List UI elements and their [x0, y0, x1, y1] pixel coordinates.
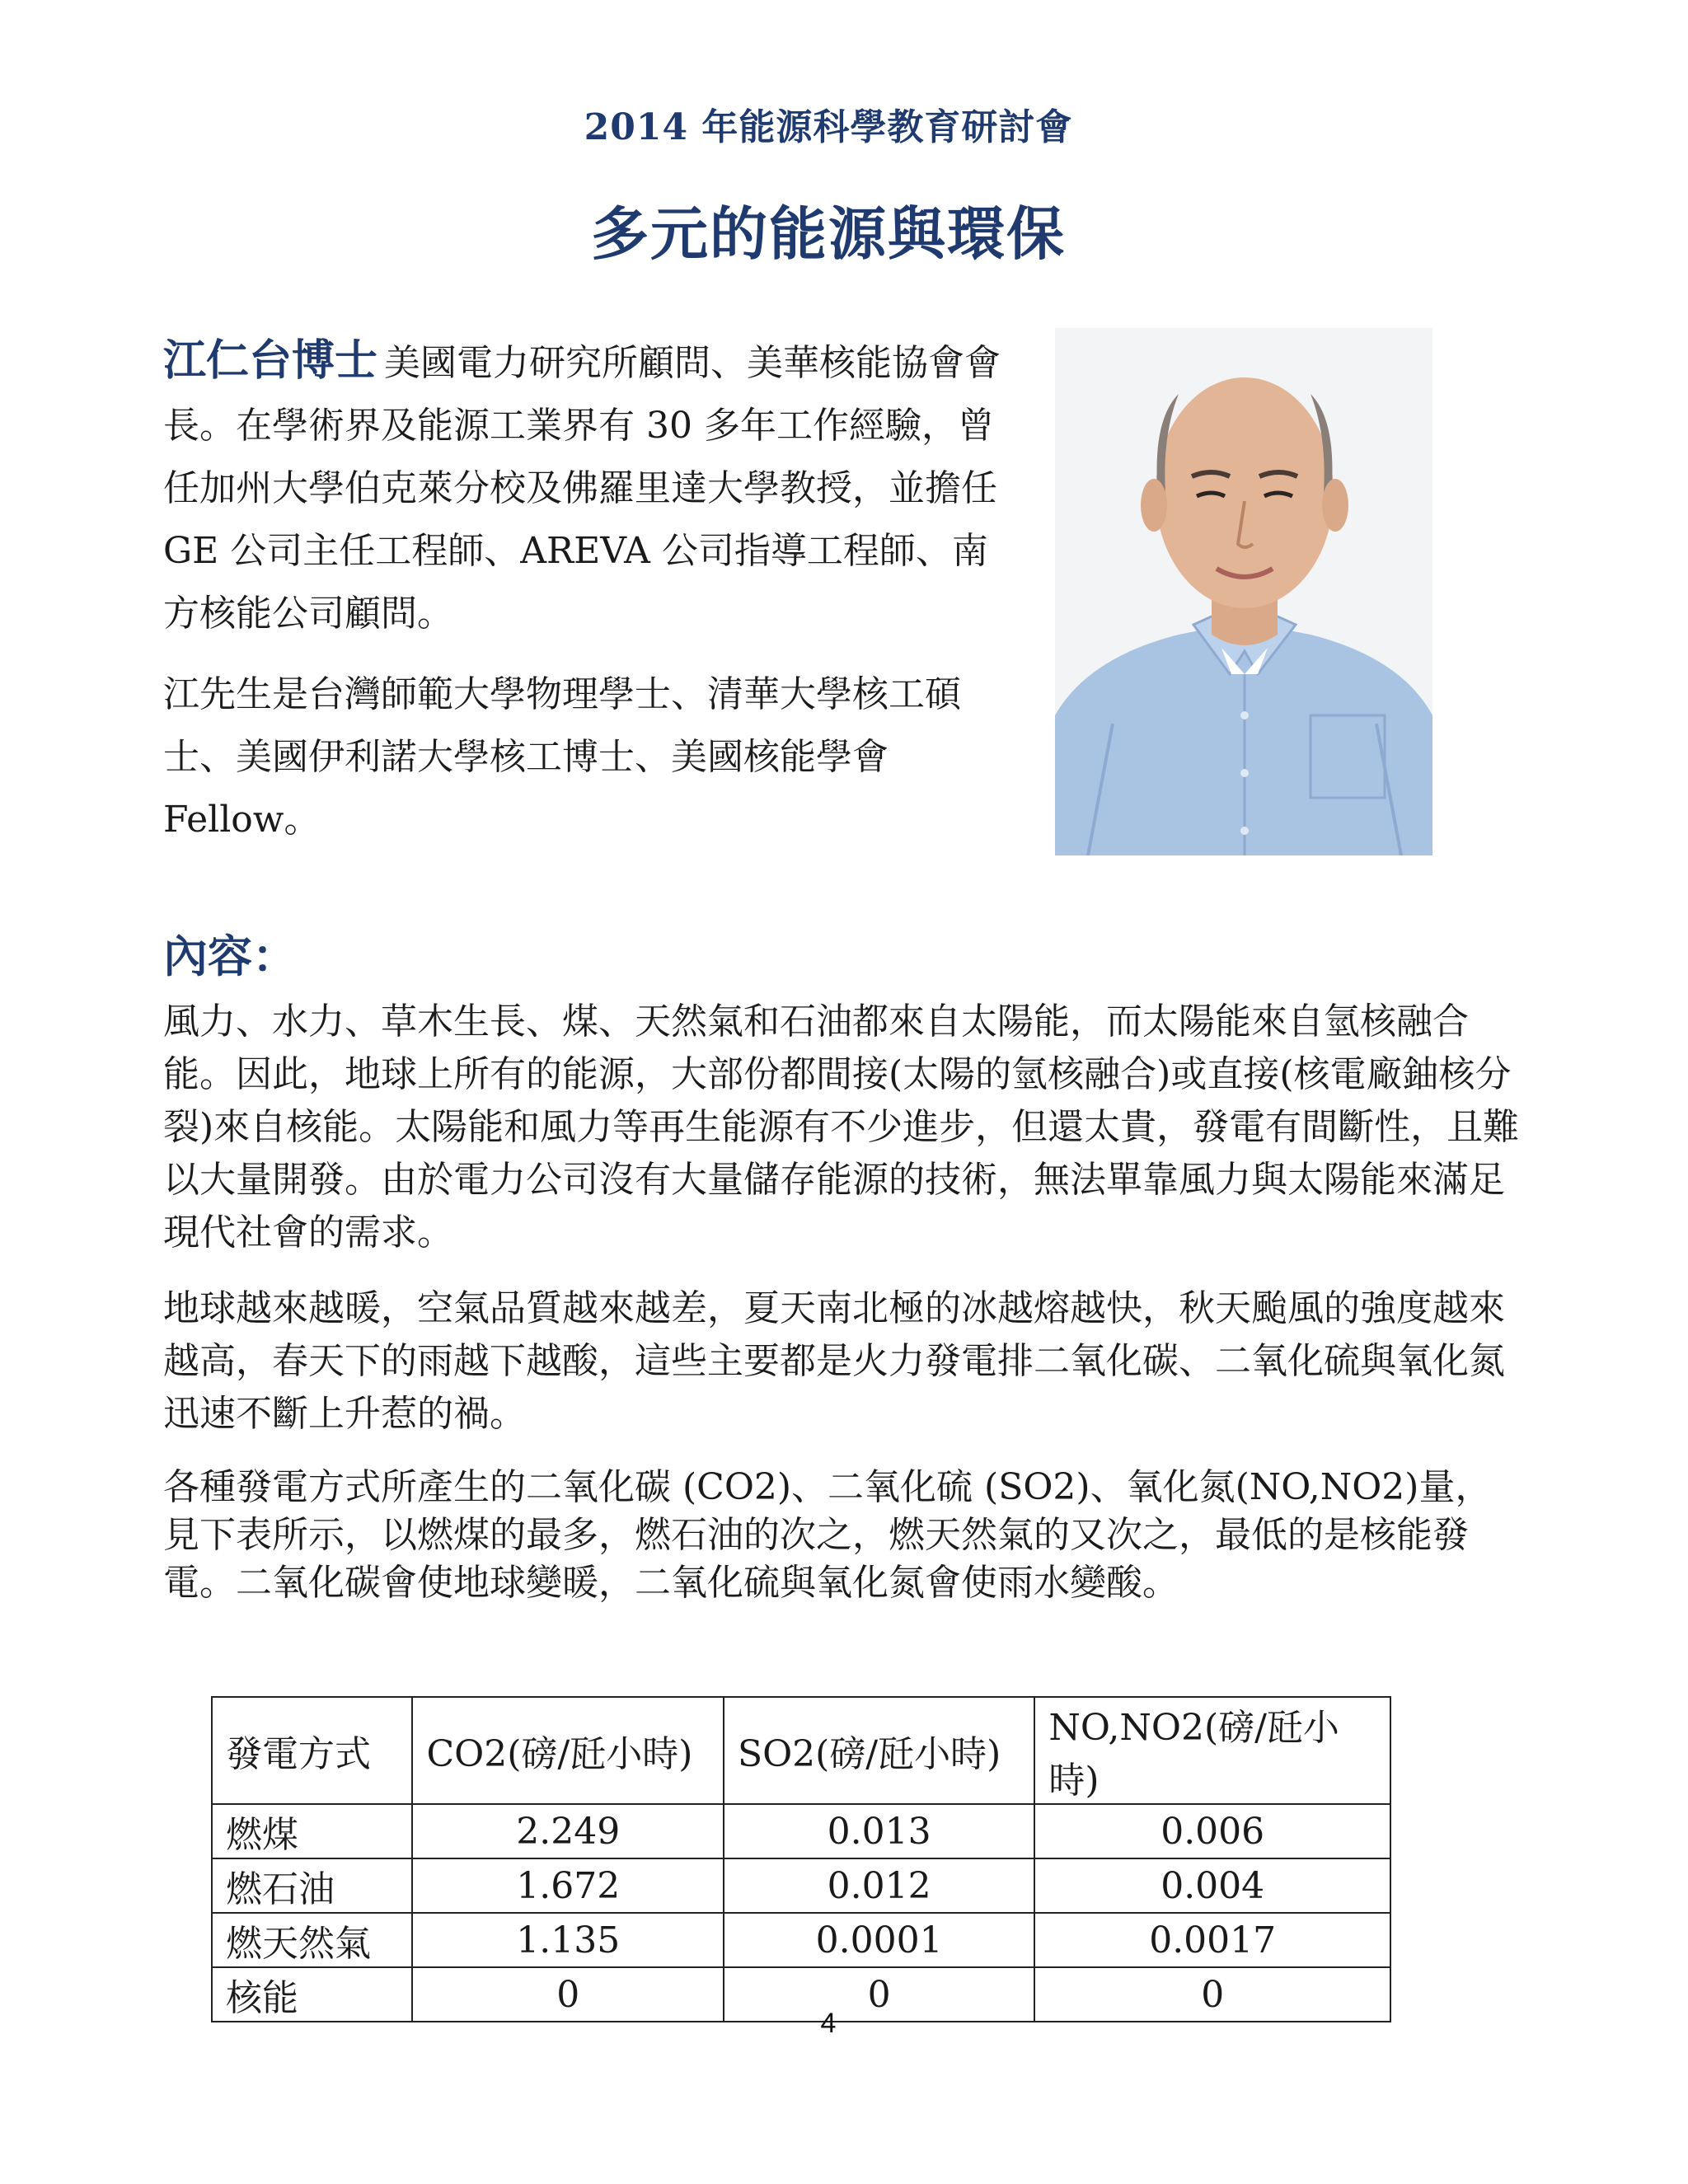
bio-paragraph-2: 江先生是台灣師範大學物理學士、清華大學核工碩士、美國伊利諾大學核工博士、美國核能學會 Fellow。: [163, 673, 961, 841]
content-paragraph-3: 各種發電方式所產生的二氧化碳 (CO2)、二氧化硫 (SO2)、氧化氮(NO,NO2)量，見下表所示，以燃煤的最多，燃石油的次之，燃天然氣的又次之，最低的是核能發電。二氧化碳會使地球變暖，二氧化硫與氧化氮會使雨水變酸。: [163, 1466, 1492, 1604]
table-header-row: [212, 1697, 1390, 1804]
speaker-name: 江仁台博士: [163, 335, 378, 386]
content-paragraph-1: 風力、水力、草木生長、煤、天然氣和石油都來自太陽能，而太陽能來自氫核融合能。因此，地球上所有的能源，大部份都間接(太陽的氫核融合)或直接(核電廠鈾核分裂)來自核能。太陽能和風力等再生能源有不少進步，但還太貴，發電有間斷性，且難以大量開發。由於電力公司沒有大量儲存能源的技術，無法單靠風力與太陽能來滿足現代社會的需求。: [163, 1001, 1520, 1254]
table-cell: 0: [724, 1967, 1034, 2022]
table-header-cell: SO2(磅/瓩小時): [724, 1697, 1034, 1804]
table-row: [212, 1913, 1390, 1967]
speaker-bio: [163, 330, 1020, 869]
table-cell: 2.249: [412, 1804, 723, 1858]
table-cell: 0: [412, 1967, 723, 2022]
table-cell: 燃煤: [212, 1804, 412, 1858]
content-heading: 內容：: [163, 930, 297, 982]
table-header-cell: CO2(磅/瓩小時): [412, 1697, 723, 1804]
conference-title: 2014 年能源科學教育研討會: [584, 106, 1073, 148]
table-header-cell: NO,NO2(磅/瓩小時): [1034, 1697, 1390, 1804]
table-row: [212, 1858, 1390, 1913]
table-cell: 0.0017: [1034, 1913, 1390, 1967]
table-cell: 0.006: [1034, 1804, 1390, 1858]
content-paragraph-2: 地球越來越暖，空氣品質越來越差，夏天南北極的冰越熔越快，秋天颱風的強度越來越高，春天下的雨越下越酸，這些主要都是火力發電排二氧化碳、二氧化硫與氧化氮迅速不斷上升惹的禍。: [163, 1287, 1505, 1435]
bio-paragraph-1: [163, 330, 1020, 645]
table-cell: 0.012: [724, 1858, 1034, 1913]
content-body: [163, 996, 1523, 1630]
emissions-table: [211, 1696, 1391, 2022]
page-number: 4: [820, 2008, 837, 2039]
table-cell: 0.013: [724, 1804, 1034, 1858]
table-row: [212, 1804, 1390, 1858]
speaker-photo: [1055, 328, 1432, 855]
table-cell: 0: [1034, 1967, 1390, 2022]
table-cell: 1.135: [412, 1913, 723, 1967]
table-cell: 燃天然氣: [212, 1913, 412, 1967]
table-cell: 1.672: [412, 1858, 723, 1913]
table-cell: 0.0001: [724, 1913, 1034, 1967]
speaker-portrait-image: [1055, 328, 1432, 855]
table-cell: 核能: [212, 1967, 412, 2022]
table-header-cell: 發電方式: [212, 1697, 412, 1804]
bio-text-1: 美國電力研究所顧問、美華核能協會會長。在學術界及能源工業界有 30 多年工作經驗，曾任加州大學伯克萊分校及佛羅里達大學教授，並擔任 GE 公司主任工程師、AREVA 公司指導工程師、南方核能公司顧問。: [163, 342, 1001, 635]
table-cell: 0.004: [1034, 1858, 1390, 1913]
table-cell: 燃石油: [212, 1858, 412, 1913]
page-title: 多元的能源與環保: [591, 199, 1066, 268]
